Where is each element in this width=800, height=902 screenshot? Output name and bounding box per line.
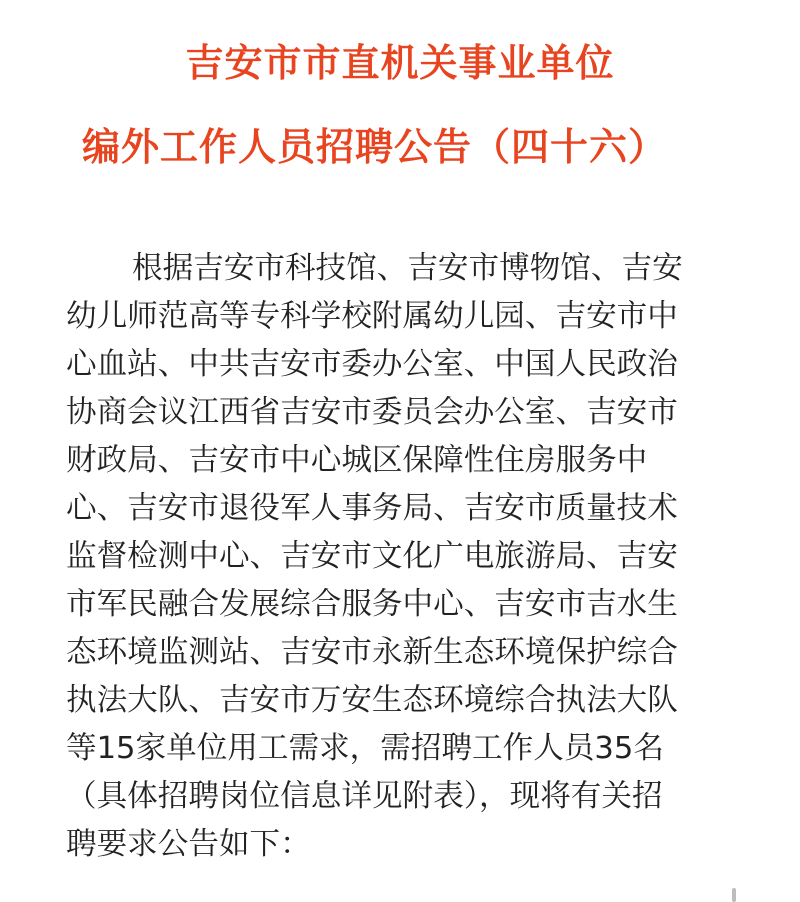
body-line: 幼儿师范高等专科学校附属幼儿园、吉安市中 bbox=[66, 299, 678, 334]
body-line: 心血站、中共吉安市委办公室、中国人民政治 bbox=[66, 347, 678, 382]
body-line: 财政局、吉安市中心城区保障性住房服务中 bbox=[66, 443, 648, 478]
body-line: （具体招聘岗位信息详见附表），现将有关招 bbox=[66, 779, 663, 814]
body-line: 市军民融合发展综合服务中心、吉安市吉水生 bbox=[66, 587, 678, 622]
page-title-line-2: 编外工作人员招聘公告（四十六） bbox=[82, 125, 668, 169]
body-line: 聘要求公告如下： bbox=[66, 827, 311, 862]
body-line: 监督检测中心、吉安市文化广电旅游局、吉安 bbox=[66, 539, 678, 574]
body-line: 态环境监测站、吉安市永新生态环境保护综合 bbox=[66, 635, 678, 670]
body-line: 等15家单位用工需求，需招聘工作人员35名 bbox=[66, 731, 664, 766]
body-line: 协商会议江西省吉安市委员会办公室、吉安市 bbox=[66, 395, 678, 430]
page-title-line-1: 吉安市市直机关事业单位 bbox=[185, 41, 615, 85]
body-line: 根据吉安市科技馆、吉安市博物馆、吉安 bbox=[132, 251, 683, 286]
body-line: 心、吉安市退役军人事务局、吉安市质量技术 bbox=[66, 491, 678, 526]
scrollbar-thumb[interactable] bbox=[732, 888, 736, 902]
announcement-body bbox=[66, 245, 746, 869]
body-line: 执法大队、吉安市万安生态环境综合执法大队 bbox=[66, 683, 678, 718]
